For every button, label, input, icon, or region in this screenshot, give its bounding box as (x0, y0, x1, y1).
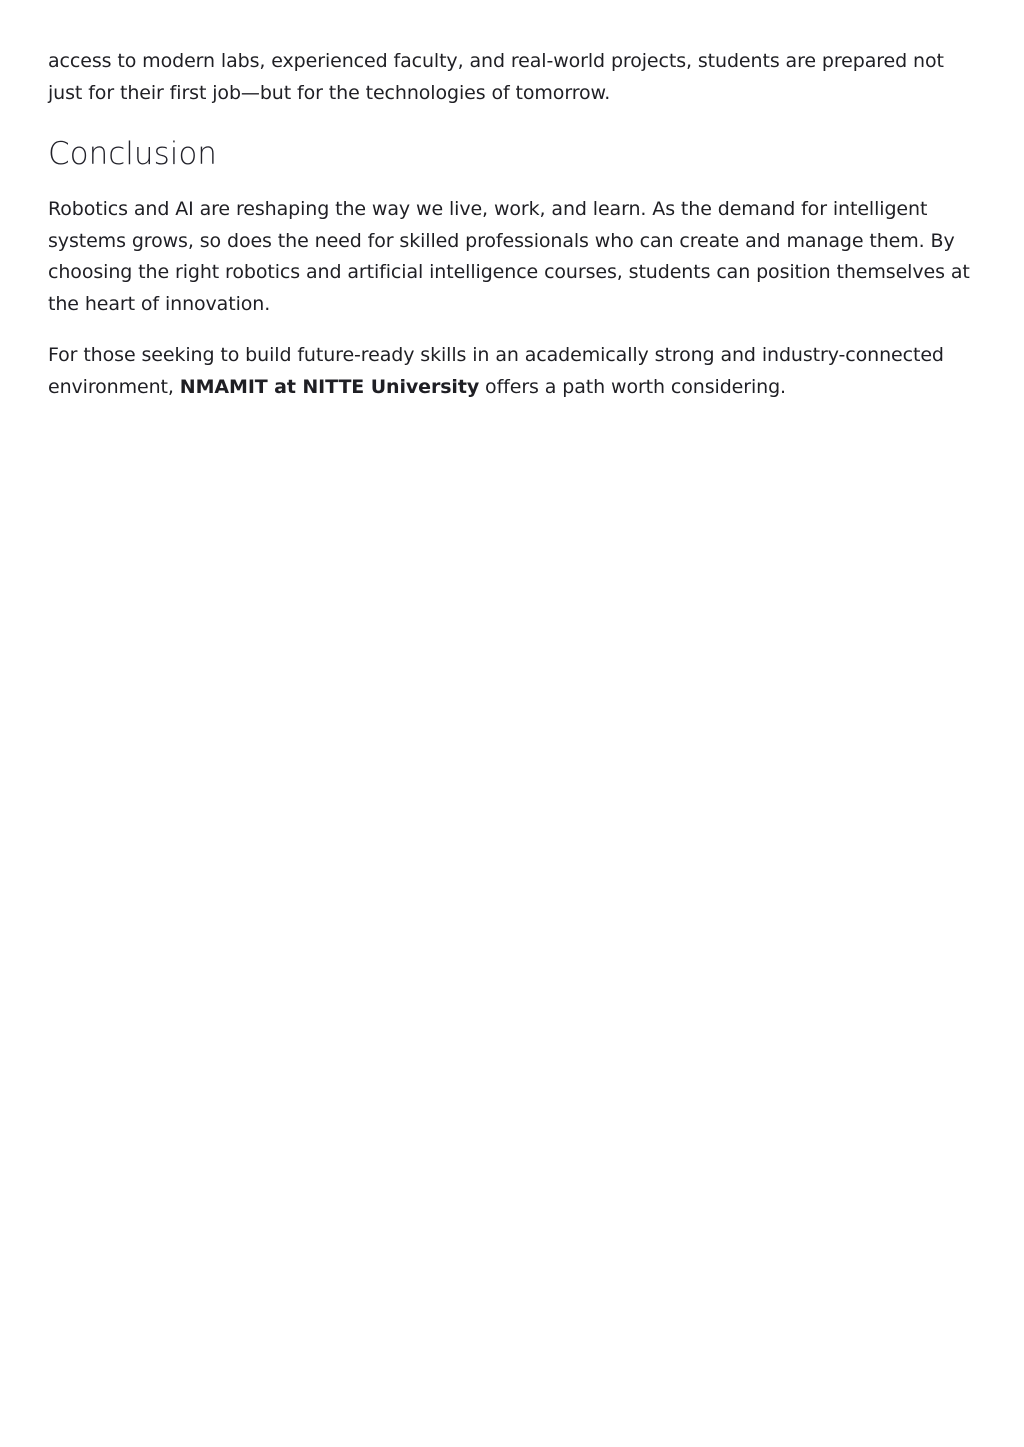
conclusion-paragraph-2-text-after: offers a path worth considering. (479, 375, 786, 398)
conclusion-section (48, 134, 978, 403)
conclusion-paragraph-2-text-before: For those seeking to build future-ready skills in an academically strong and industry-connected environment, (48, 344, 944, 398)
institution-name: NMAMIT at NITTE University (179, 375, 480, 398)
conclusion-paragraph-1: Robotics and AI are reshaping the way we live, work, and learn. As the demand for intelligent systems grows, so does the need for skilled professionals who can create and manage them. By choosing the right robotics and artificial intelligence courses, students can position themselves at the heart of innovation. (48, 198, 970, 315)
document-page (48, 46, 978, 403)
conclusion-paragraph-2 (48, 340, 978, 403)
intro-paragraph: access to modern labs, experienced faculty, and real-world projects, students are prepared not just for their first job—but for the technologies of tomorrow. (48, 50, 944, 104)
conclusion-heading: Conclusion (48, 136, 217, 172)
